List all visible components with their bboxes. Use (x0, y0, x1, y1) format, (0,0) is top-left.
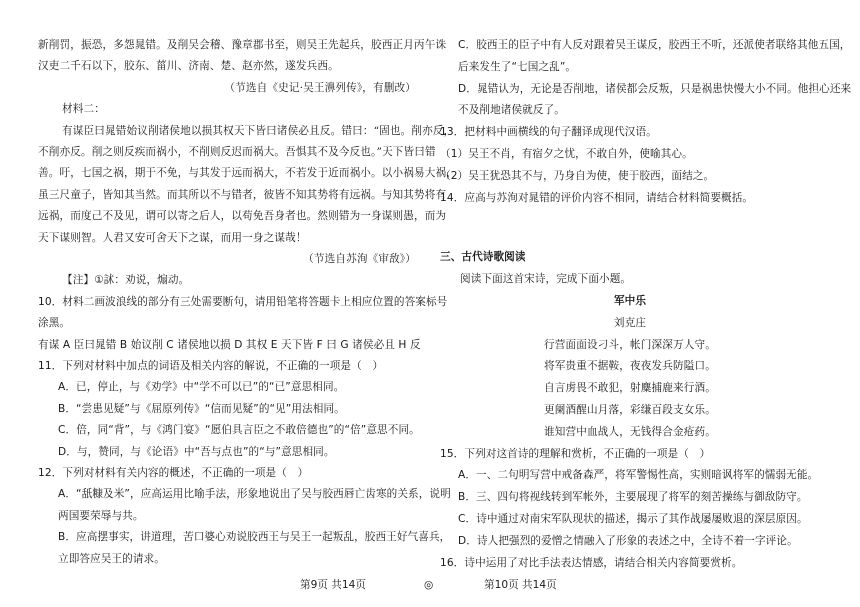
right-page (430, 0, 860, 607)
option-c: C．倍，同“背”，与《鸿门宴》“愿伯具言臣之不敢倍德也”的“倍”意思不同。 (58, 424, 420, 437)
answer-options: 有谋 A 臣曰晁错 B 始议削 C 诸侯地以损 D 其权 E 天下皆 F 曰 G 诸侯必且 H 反 (38, 338, 421, 351)
translation-item-2: （2）吴王犹恐其不与，乃身自为使，使于胶西，面结之。 (440, 169, 715, 182)
option-d: D．晁错认为，无论是否削地，诸侯都会反叛，只是祸患快慢大小不同。他担心还来 (458, 82, 852, 95)
option-b: B．应高摆事实，讲道理，苦口婆心劝说胶西王与吴王一起叛乱，胶西王好气喜兵， (58, 531, 451, 544)
option-d: D．诗人把强烈的爱憎之情融入了形象的表述之中，全诗不着一字评论。 (458, 534, 798, 547)
option-c: C．诗中通过对南宋军队现状的描述，揭示了其作战屡屡败退的深层原因。 (458, 513, 808, 525)
text-line: 善。吁，七国之祸，期于不免，与其发于远而祸大，不若发于近而祸小。以小祸易大祸， (38, 167, 458, 180)
poem-line: 自言虏畏不敢犯，射麋捕鹿来行酒。 (544, 382, 716, 395)
question-12: 12．下列对材料有关内容的概述，不正确的一项是（ ） (38, 467, 309, 479)
translation-item-1: （1）吴王不肖，有宿夕之忧，不敢自外，使喻其心。 (440, 148, 693, 160)
text-line: 不及削地诸侯就反了。 (458, 104, 565, 117)
poem-line: 将军贵重不据鞍，夜夜发兵防隘口。 (544, 360, 716, 373)
text-line: 后来发生了“七国之乱”。 (458, 60, 577, 73)
page-number: 第9页 共14页 (300, 579, 366, 591)
source-citation: （节选自苏洵《审敌》） (303, 253, 416, 265)
text-line: 虽三尺童子，皆知其当然。而其所以不与错者，彼皆不知其势将有远祸。与知其势将有 (38, 188, 447, 201)
option-a: A．一、二句明写营中戒备森严，将军警惕性高，实则暗讽将军的懦弱无能。 (458, 469, 819, 482)
option-b: B．三、四句将视线转到军帐外，主要展现了将军的刻苦操练与御敌防守。 (458, 491, 808, 504)
question-13: 13．把材料中画横线的句子翻译成现代汉语。 (440, 126, 657, 139)
poem-title: 军中乐 (613, 295, 647, 307)
question-16: 16．诗中运用了对比手法表达情感，请结合相关内容简要赏析。 (440, 556, 743, 569)
section-heading: 三、古代诗歌阅读 (440, 251, 526, 264)
poem-author: 刘克庄 (613, 316, 647, 329)
question-10: 10．材料二画波浪线的部分有三处需要断句，请用铅笔将答题卡上相应位置的答案标号 (38, 295, 448, 308)
question-11: 11．下列对材料中加点的词语及相关内容的解说，不正确的一项是（ ） (38, 360, 384, 372)
text-line: 两国要荣辱与共。 (58, 509, 144, 522)
page-number: 第10页 共14页 (484, 579, 557, 591)
instruction: 阅读下面这首宋诗，完成下面小题。 (460, 273, 632, 286)
text-line: 不削亦反。削之则反疾而祸小，不削则反迟而祸大。吾惧其不及今反也。”天下皆曰错 (38, 146, 436, 158)
source-citation: （节选自《史记·吴王濞列传》，有删改） (224, 81, 416, 94)
text-line: 汉吏二千石以下，胶东、菑川、济南、楚、赵亦然，遂发兵西。 (38, 60, 339, 73)
question-14: 14．应高与苏洵对晁错的评价内容不相同，请结合材料简要概括。 (440, 191, 754, 204)
text-line: 涂黑。 (38, 317, 71, 330)
option-d: D．与，赞同，与《论语》中“吾与点也”的“与”意思相同。 (58, 445, 335, 458)
option-a: A．已，停止，与《劝学》中“学不可以已”的“已”意思相同。 (58, 381, 345, 394)
question-15: 15．下列对这首诗的理解和赏析，不正确的一项是（ ） (440, 447, 711, 460)
annotation-note: 【注】①訹：劝说，煽动。 (62, 274, 190, 287)
text-line: 远祸，而度己不及见，谓可以寄之后人，以苟免吾身者也。然则错为一身谋则愚，而为 (38, 210, 447, 223)
material-heading: 材料二： (62, 103, 105, 116)
option-a: A．“舐糠及米”，应高运用比喻手法，形象地说出了吴与胶西唇亡齿寒的关系，说明 (58, 488, 451, 501)
poem-line: 行营面面设刁斗，帐门深深万人守。 (544, 338, 716, 351)
text-line: 立即答应吴王的请求。 (58, 552, 165, 565)
text-line: 有谋臣曰晁错始议削诸侯地以损其权天下皆曰诸侯必且反。错曰：“固也。削亦反， (62, 124, 455, 137)
text-line: 新削罚，振恐，多怨晁错。及削吴会稽、豫章郡书至，则吴王先起兵，胶西正月丙午诛 (38, 39, 447, 51)
poem-line: 谁知营中血战人，无钱得合金疮药。 (544, 425, 716, 438)
text-line: 天下谋则智。人君又安可舍天下之谋，而用一身之谋哉！ (38, 231, 307, 244)
option-c: C．胶西王的臣子中有人反对跟着吴王谋反，胶西王不听，还派使者联络其他五国， (458, 39, 851, 51)
poem-line: 更阑酒醒山月落，彩缣百段支女乐。 (544, 404, 716, 416)
option-b: B．“尝患见疑”与《屈原列传》“信而见疑”的“见”用法相同。 (58, 402, 345, 415)
center-mark: ◎ (424, 579, 434, 591)
